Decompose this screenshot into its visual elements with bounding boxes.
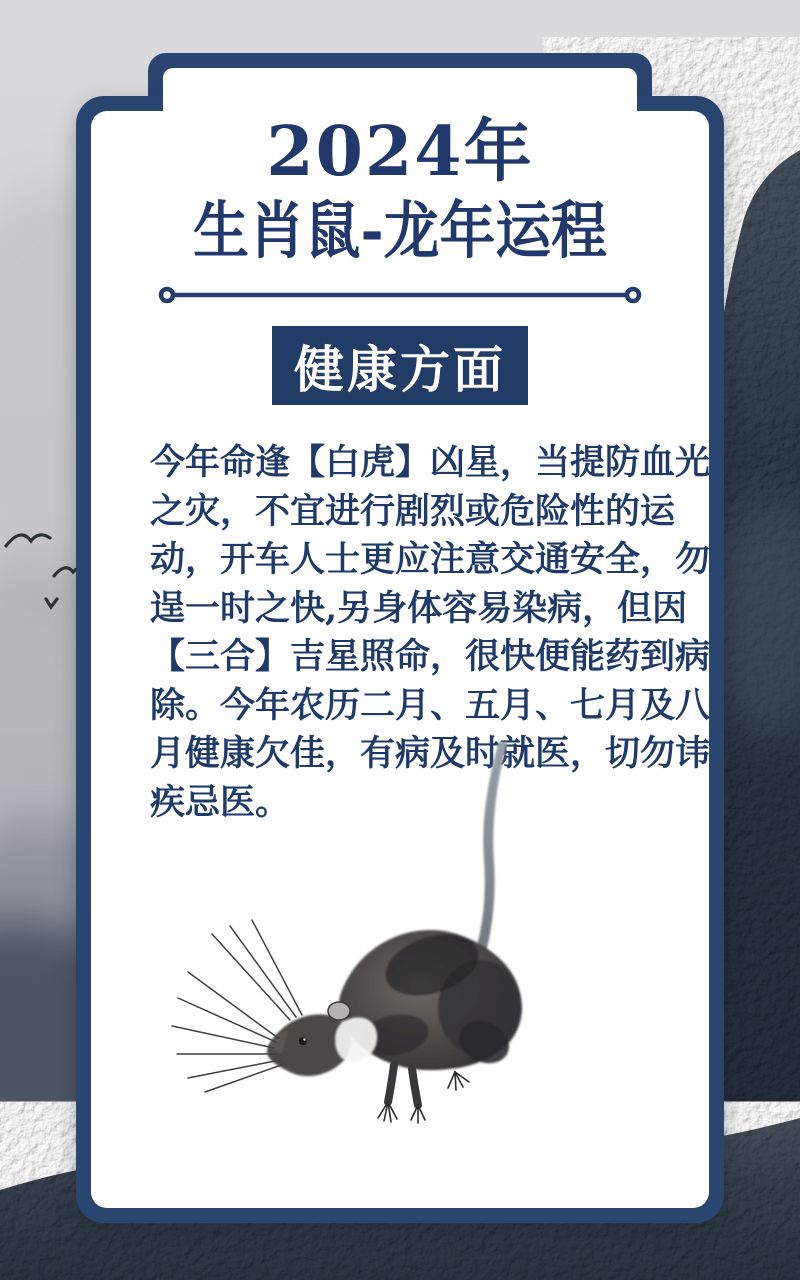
rat-eye [299,1037,307,1045]
body-text-line: 疾忌医。 [150,781,291,823]
rat-illustration [150,720,600,1150]
body-text-line: 【三合】吉星照命，很快便能药到病 [150,636,711,677]
section-header-label: 健康方面 [294,339,506,399]
rat-shoulder-patch [335,1017,377,1062]
title-year: 2024年 [266,112,534,192]
title-main: 生肖鼠-龙年运程 [193,194,607,267]
body-text-line: 除。今年农历二月、五月、七月及八 [150,684,711,726]
rat-tail [468,741,507,974]
title-divider [150,280,650,310]
body-text-line: 今年命逢【白虎】凶星，当提防血光 [150,442,711,483]
body-text-line: 之灾，不宜进行剧烈或危险性的运 [150,490,676,532]
divider-ring-right-icon [627,289,639,301]
rat-ear [328,1002,350,1020]
body-text-line: 逞一时之快,另身体容易染病，但因 [150,587,688,629]
section-header [272,326,528,405]
body-text-line: 月健康欠佳，有病及时就医，切勿讳 [150,733,711,774]
rat-eye-highlight [303,1038,305,1040]
body-text-line: 动，开车人士更应注意交通安全，勿 [150,539,711,580]
rat-front-legs [388,1065,418,1105]
divider-ring-left-icon [161,289,173,301]
